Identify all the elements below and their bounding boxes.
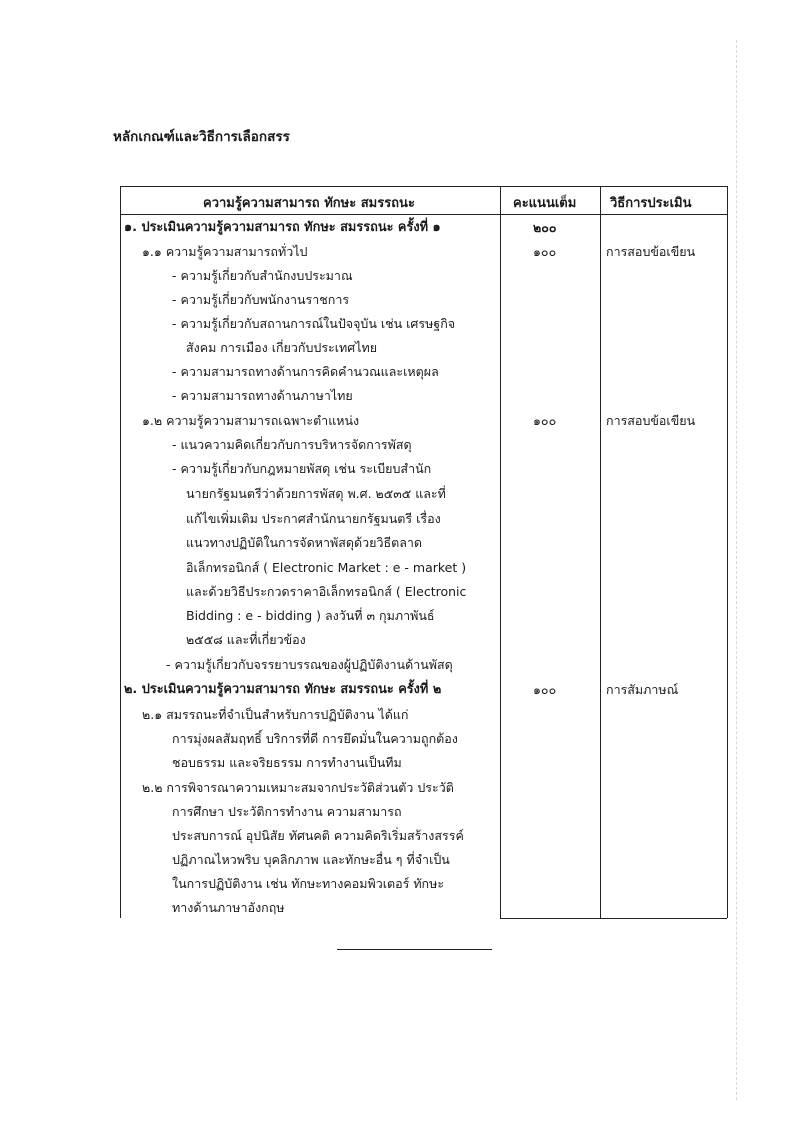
list-item-continued: แนวทางปฏิบัติในการจัดหาพัสดุด้วยวิธีตลาด: [186, 535, 423, 550]
method-subsection-1-1: การสอบข้อเขียน: [606, 244, 696, 259]
header-full-score: คะแนนเต็ม: [513, 196, 577, 211]
list-item-continued: นายกรัฐมนตรีว่าด้วยการพัสดุ พ.ศ. ๒๕๓๕ และที่: [186, 486, 446, 501]
subsection-2-1-continued: การมุ่งผลสัมฤทธิ์ บริการที่ดี การยึดมั่นในความถูกต้อง: [172, 731, 458, 746]
section-2-heading: ๒. ประเมินความรู้ความสามารถ ทักษะ สมรรถนะ ครั้งที่ ๒: [124, 682, 442, 697]
list-item-continued: สังคม การเมือง เกี่ยวกับประเทศไทย: [186, 340, 378, 355]
list-item-continued: Bidding : e - bidding ) ลงวันที่ ๓ กุมภาพันธ์: [186, 608, 435, 623]
page-title: หลักเกณฑ์และวิธีการเลือกสรร: [113, 129, 290, 145]
subsection-2-2-continued: ทางด้านภาษาอังกฤษ: [172, 900, 285, 915]
score-section-1: ๒๐๐: [533, 220, 557, 235]
table-header-bottom-border: [120, 214, 727, 215]
list-item: - ความรู้เกี่ยวกับจรรยาบรรณของผู้ปฏิบัติงานด้านพัสดุ: [166, 657, 453, 672]
section-1-heading: ๑. ประเมินความรู้ความสามารถ ทักษะ สมรรถนะ ครั้งที่ ๑: [124, 220, 441, 235]
list-item: - แนวความคิดเกี่ยวกับการบริหารจัดการพัสดุ: [172, 437, 412, 452]
method-section-2: การสัมภาษณ์: [606, 682, 679, 697]
subsection-2-1: ๒.๑ สมรรถนะที่จำเป็นสำหรับการปฏิบัติงาน ได้แก่: [142, 707, 409, 722]
score-subsection-1-1: ๑๐๐: [533, 244, 557, 259]
header-competency: ความรู้ความสามารถ ทักษะ สมรรถนะ: [203, 196, 415, 211]
table-col-divider-1: [500, 186, 501, 918]
score-section-2: ๑๐๐: [533, 682, 557, 697]
method-subsection-1-2: การสอบข้อเขียน: [606, 413, 696, 428]
list-item: - ความสามารถทางด้านภาษาไทย: [172, 388, 353, 403]
list-item-continued: และด้วยวิธีประกวดราคาอิเล็กทรอนิกส์ ( Electronic: [186, 584, 467, 599]
list-item-continued: ๒๕๕๘ และที่เกี่ยวข้อง: [186, 632, 306, 647]
table-right-border: [727, 186, 728, 918]
table-top-border: [120, 186, 727, 187]
list-item: - ความรู้เกี่ยวกับสถานการณ์ในปัจจุบัน เช่น เศรษฐกิจ: [172, 316, 456, 331]
subsection-2-2: ๒.๒ การพิจารณาความเหมาะสมจากประวัติส่วนตัว ประวัติ: [142, 780, 454, 795]
subsection-2-1-continued: ชอบธรรม และจริยธรรม การทำงานเป็นทีม: [172, 755, 402, 770]
subsection-1-1: ๑.๑ ความรู้ความสามารถทั่วไป: [142, 244, 308, 259]
list-item-continued: แก้ไขเพิ่มเติม ประกาศสำนักนายกรัฐมนตรี เรื่อง: [186, 511, 441, 526]
footer-divider: [337, 949, 492, 950]
list-item: - ความสามารถทางด้านการคิดคำนวณและเหตุผล: [172, 364, 439, 379]
subsection-2-2-continued: ปฏิภาณไหวพริบ บุคลิกภาพ และทักษะอื่น ๆ ที่จำเป็น: [172, 852, 450, 867]
subsection-1-2: ๑.๒ ความรู้ความสามารถเฉพาะตำแหน่ง: [142, 413, 360, 428]
subsection-2-2-continued: ในการปฏิบัติงาน เช่น ทักษะทางคอมพิวเตอร์ ทักษะ: [172, 876, 445, 891]
table-col-divider-2: [600, 186, 601, 918]
subsection-2-2-continued: การศึกษา ประวัติการทำงาน ความสามารถ: [172, 804, 402, 819]
table-bottom-border: [500, 918, 727, 919]
list-item: - ความรู้เกี่ยวกับสำนักงบประมาณ: [172, 268, 353, 283]
list-item: - ความรู้เกี่ยวกับพนักงานราชการ: [172, 292, 350, 307]
header-method: วิธีการประเมิน: [610, 196, 692, 211]
list-item: - ความรู้เกี่ยวกับกฎหมายพัสดุ เช่น ระเบียบสำนัก: [172, 461, 432, 476]
subsection-2-2-continued: ประสบการณ์ อุปนิสัย ทัศนคติ ความคิดริเริ่มสร้างสรรค์: [172, 828, 464, 843]
score-subsection-1-2: ๑๐๐: [533, 413, 557, 428]
list-item-continued: อิเล็กทรอนิกส์ ( Electronic Market : e - market ): [186, 560, 467, 575]
table-left-border: [120, 186, 121, 918]
page-edge-line: [736, 40, 737, 1100]
